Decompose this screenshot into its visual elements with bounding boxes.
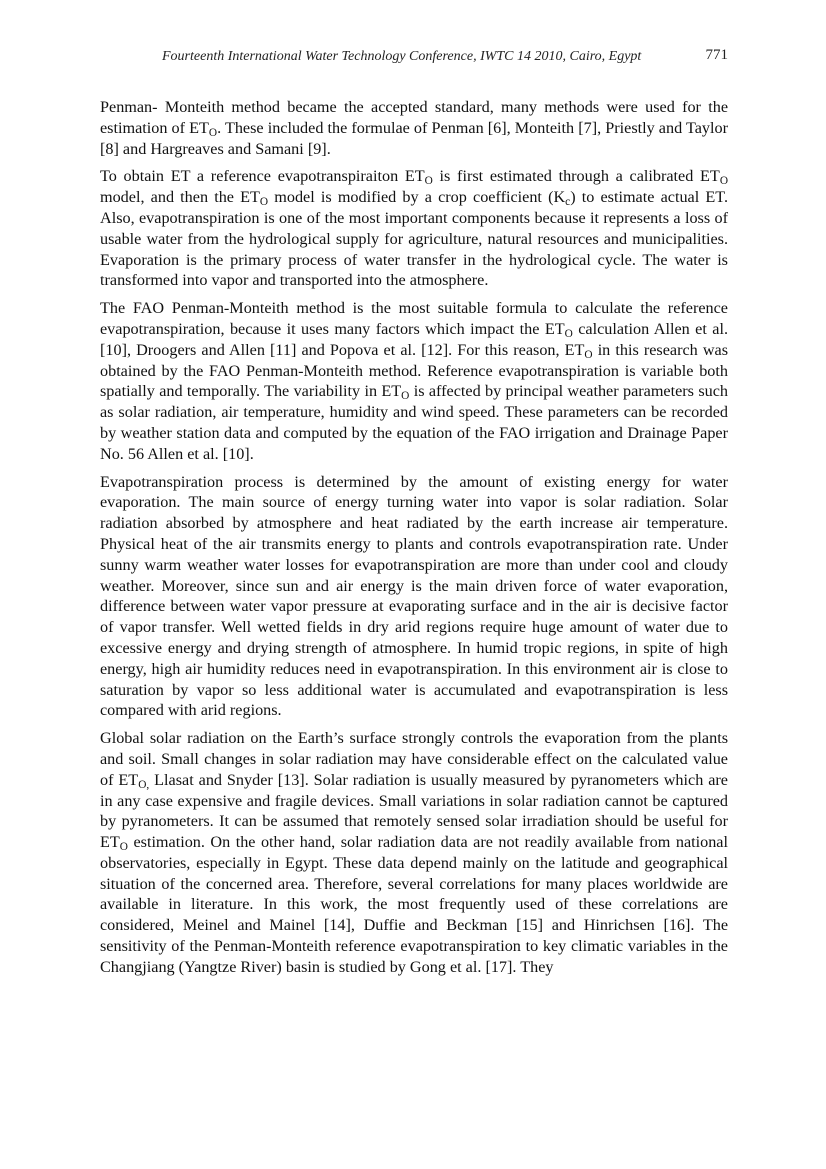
text-run: . These included the formulae of Penman [6], Monteith [7], Priestly and Taylor [8] and Hargreaves and Samani [9]. <box>100 118 728 158</box>
page-number: 771 <box>705 47 728 63</box>
text-run: The FAO Penman-Monteith method is the most suitable formula to calculate the reference evapotranspiration, because it uses many factors which impact the ET <box>100 299 728 338</box>
text-run: in this research was obtained by the FAO Penman-Monteith method. Reference evapotranspiration is variable both spatially and temporally. The variability in ET <box>100 340 728 401</box>
paragraph <box>100 728 728 978</box>
subscript: O <box>208 126 218 139</box>
text-run: estimation. On the other hand, solar radiation data are not readily available from national observatories, especially in Egypt. These data depend mainly on the latitude and geographical situation of the concerned area. Therefore, several correlations for many places worldwide are available in literature. In this work, the most frequently used of these correlations are considered, Meinel and Mainel [14], Duffie and Beckman [15] and Hinrichsen [16]. The sensitivity of the Penman-Monteith reference evapotranspiration to key climatic variables in the Changjiang (Yangtze River) basin is studied by Gong et al. [17]. They <box>100 833 728 976</box>
conference-title: Fourteenth International Water Technology Conference, IWTC 14 2010, Cairo, Egypt <box>162 49 642 64</box>
text-run: Llasat and Snyder [13]. Solar radiation is usually measured by pyranometers which are in any case expensive and fragile devices. Small variations in solar radiation cannot be captured by pyranometers. It can be assumed that remotely sensed solar irradiation should be useful for ET <box>100 770 728 852</box>
running-header <box>100 47 728 69</box>
paragraph <box>100 298 728 464</box>
text-run: Penman- Monteith method became the accepted standard, many methods were used for the estimation of ET <box>100 98 728 137</box>
paragraph <box>100 472 728 722</box>
subscript: O <box>719 175 729 188</box>
subscript: O <box>259 196 269 209</box>
paragraph <box>100 166 728 291</box>
subscript: O <box>401 390 410 403</box>
body-text <box>100 97 728 985</box>
subscript: O, <box>138 778 150 791</box>
text-run: calculation Allen et al. [10], Droogers and Allen [11] and Popova et al. [12]. For this reason, ET <box>100 319 728 359</box>
text-run: ) to estimate actual ET. Also, evapotranspiration is one of the most important components because it represents a loss of usable water from the hydrological supply for agriculture, natural resources and municipalities. Evaporation is the primary process of water transfer in the hydrological cycle. The water is transformed into vapor and transported into the atmosphere. <box>100 188 728 290</box>
text-run: is affected by principal weather parameters such as solar radiation, air temperature, humidity and wind speed. These parameters can be recorded by weather station data and computed by the equation of the FAO irrigation and Drainage Paper No. 56 Allen et al. [10]. <box>100 382 728 463</box>
text-run: To obtain ET a reference evapotranspiraiton ET <box>100 167 425 186</box>
paragraph <box>100 97 728 159</box>
subscript: O <box>564 327 573 340</box>
subscript: O <box>119 840 128 853</box>
subscript: c <box>565 196 571 209</box>
text-run: Global solar radiation on the Earth’s surface strongly controls the evaporation from the plants and soil. Small changes in solar radiation may have considerable effect on the calculated value of ET <box>100 729 728 789</box>
text-run: model, and then the ET <box>100 188 260 207</box>
text-run: model is modified by a crop coefficient (K <box>268 188 566 207</box>
subscript: O <box>424 175 433 188</box>
subscript: O <box>584 348 593 361</box>
text-run: is first estimated through a calibrated ET <box>432 167 720 186</box>
text-run: Evapotranspiration process is determined by the amount of existing energy for water evaporation. The main source of energy turning water into vapor is solar radiation. Solar radiation absorbed by atmosphere and heat radiated by the earth increase air temperature. Physical heat of the air transmits energy to plants and controls evapotranspiration rate. Under sunny warm weather water losses for evapotranspiration are more than under cool and cloudy weather. Moreover, since sun and air energy is the main driven force of water evaporation, difference between water vapor pressure at evaporating surface and in the air is decisive factor of vapor transfer. Well wetted fields in dry arid regions require huge amount of water due to excessive energy and drying strength of atmosphere. In humid tropic regions, in spite of high energy, high air humidity reduces need in evapotranspiration. In this environment air is close to saturation by vapor so less additional water is accumulated and evapotranspiration is less compared with arid regions. <box>100 472 728 720</box>
